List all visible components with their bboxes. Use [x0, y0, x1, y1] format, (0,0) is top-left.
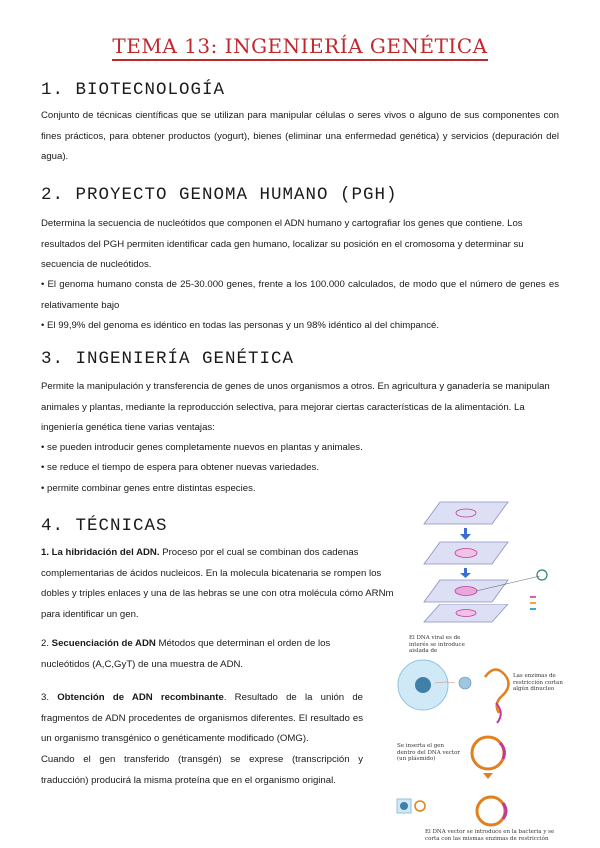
- figure-label-2: Las enzimas de restricción cortan algún dinucleo: [513, 673, 563, 692]
- tecnica-recombinante-2: Cuando el gen transferido (transgén) se exprese (transcripción y traducción) producirá la misma proteína que en el organismo original.: [41, 754, 363, 786]
- biotecnologia-text: Conjunto de técnicas científicas que se utilizan para manipular células o seres vivos o alguno de sus componentes con fines prácticos, para obtener productos (yogurt), bienes (eliminar una enfermedad genética) y servicios (depuración del agua).: [41, 110, 559, 162]
- arrow-down-icon: [460, 573, 471, 578]
- tecnica-hibridacion: 1. La hibridación del ADN. Proceso por el cual se combinan dos cadenas complementarias de ácidos nucleicos. En la molecula bicatenaria se rompen los dobles y triples enlaces y una de las hebras se une con otra molécula cómo ARNm para identificar un gen.: [41, 547, 394, 620]
- ingenieria-text: Permite la manipulación y transferencia de genes de unos organismos a otros. En agricultura y ganadería se manipulan animales y plantas, mediante la reproducción selectiva, para mejorar ciertas características de la alimentación. La ingeniería genética tiene varias ventajas:: [41, 381, 550, 433]
- pgh-bullet-1: • El genoma humano consta de 25-30.000 genes, frente a los 100.000 calculados, de modo que el número de genes es relativamente bajo: [41, 279, 559, 311]
- figure-label-4: El DNA vector se introduce en la bacteria y se corta con las mismas enzimas de restricción: [425, 829, 555, 842]
- tecnica-recombinante: 3. Obtención de ADN recombinante. Resultado de la unión de fragmentos de ADN procedentes de organismos diferentes. El resultado es un organismo transgénico o genéticamente modificado (OMG).: [41, 692, 363, 744]
- ingenieria-bullet-3: • permite combinar genes entre distintas especies.: [41, 483, 256, 494]
- arrow-down-icon: [460, 534, 471, 540]
- hibridacion-figure: [420, 490, 562, 622]
- heading-pgh: 2. PROYECTO GENOMA HUMANO (PGH): [41, 185, 398, 205]
- figure-label-1: El DNA viral es de interés se introduce aislada de: [409, 635, 465, 654]
- figure-label-3: Se inserta el gen dentro del DNA vector (un plásmido): [397, 743, 461, 762]
- ingenieria-bullet-2: • se reduce el tiempo de espera para obtener nuevas variedades.: [41, 462, 320, 473]
- page-title: TEMA 13: INGENIERÍA GENÉTICA: [0, 34, 600, 58]
- heading-ingenieria: 3. INGENIERÍA GENÉTICA: [41, 349, 295, 369]
- tecnica-secuenciacion: 2. Secuenciación de ADN Métodos que determinan el orden de los nucleótidos (A,C,GyT) de una muestra de ADN.: [41, 638, 331, 670]
- plasmid-icon: [472, 737, 504, 769]
- heading-biotecnologia: 1. BIOTECNOLOGÍA: [41, 80, 226, 100]
- pgh-text: Determina la secuencia de nucleótidos que componen el ADN humano y cartografiar los genes que contiene. Los resultados del PGH permiten identificar cada gen humano, localizar su posición en el cromosoma y determinar su secuencia de nucleótidos.: [41, 218, 524, 270]
- pgh-bullet-2: • El 99,9% del genoma es idéntico en todas las personas y un 98% idéntico al del chimpancé.: [41, 320, 440, 331]
- ingenieria-bullet-1: • se pueden introducir genes completamente nuevos en plantas y animales.: [41, 442, 363, 453]
- plasmid-icon: [477, 797, 505, 825]
- recombinante-figure: [395, 633, 565, 843]
- membrane-layer: [424, 502, 508, 524]
- probe-icon: [537, 570, 547, 580]
- hibridacion-figure-bottom: [420, 604, 520, 626]
- heading-tecnicas: 4. TÉCNICAS: [41, 516, 168, 536]
